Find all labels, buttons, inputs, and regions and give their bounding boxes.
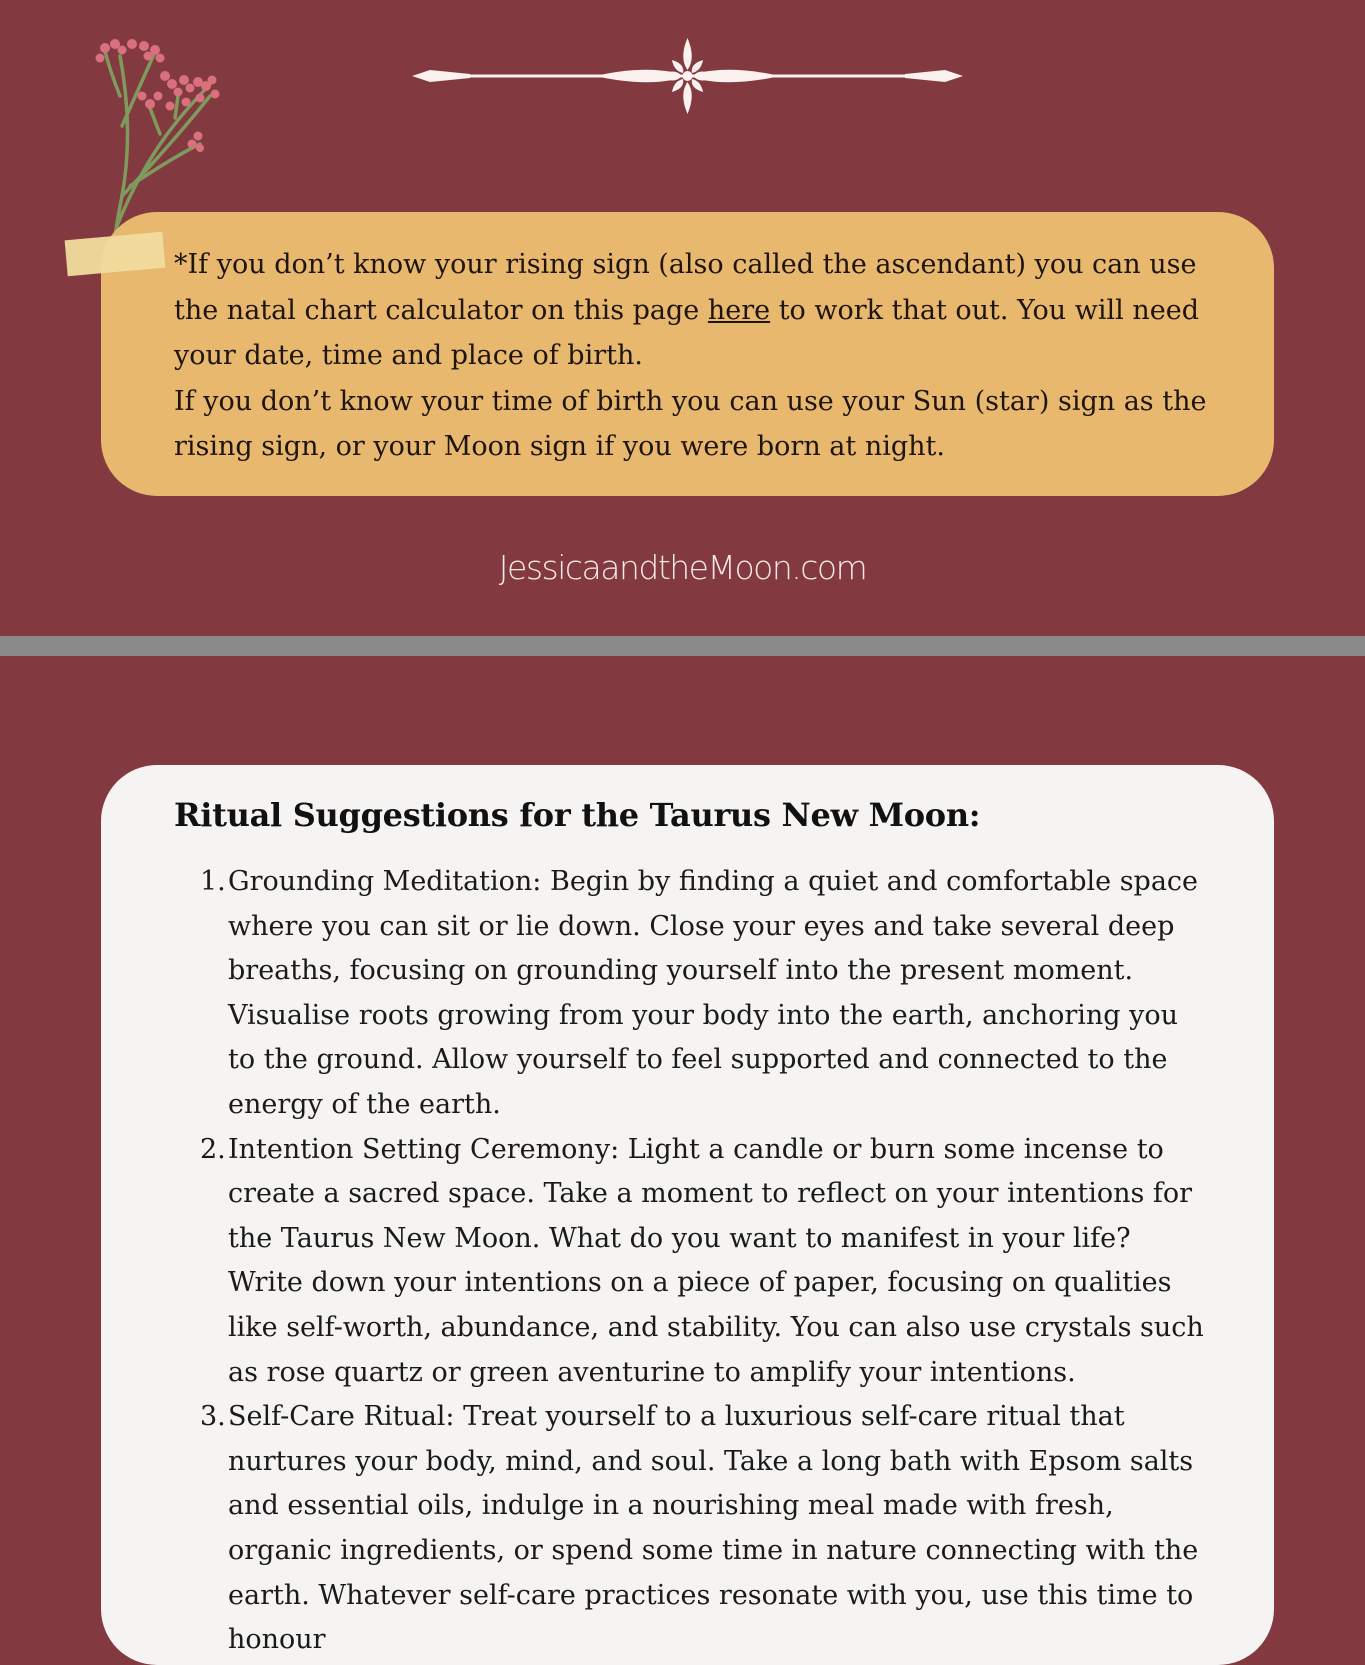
list-item	[190, 1128, 1205, 1396]
item-text: Intention Setting Ceremony: Light a candle or burn some incense to create a sacred space. Take a moment to reflect on your intentions for the Taurus New Moon. What do you want to manifest in your life? Write down your intentions on a piece of paper, focusing on qualities like self-worth, abundance, and stability. You can also use crystals such as rose quartz or green aventurine to amplify your intentions.	[228, 1133, 1204, 1388]
note-line1: *If you don’t know your rising sign (also called the ascendant) you can use the natal chart calculator on this page	[174, 249, 1197, 326]
list-item	[190, 860, 1205, 1128]
page-divider	[0, 636, 1365, 656]
item-number: 3.	[200, 1401, 226, 1433]
list-item	[190, 1395, 1205, 1663]
rituals-title: Ritual Suggestions for the Taurus New Moon:	[174, 796, 981, 834]
note-text	[174, 242, 1234, 470]
item-text: Grounding Meditation: Begin by finding a quiet and comfortable space where you can sit or lie down. Close your eyes and take several deep breaths, focusing on grounding yourself into the present moment. Visualise roots growing from your body into the earth, anchoring you to the ground. Allow yourself to feel supported and connected to the energy of the earth.	[228, 866, 1199, 1120]
item-text: Self-Care Ritual: Treat yourself to a luxurious self-care ritual that nurtures your body, mind, and soul. Take a long bath with Epsom salts and essential oils, indulge in a nourishing meal made with fresh, organic ingredients, or spend some time in nature connecting with the earth. Whatever self-care practices resonate with you, use this time to honour	[228, 1401, 1199, 1656]
note-line1-end: to work that out. You will need your date, time and place of birth.	[174, 294, 1199, 371]
item-number: 2.	[200, 1133, 226, 1165]
site-name: JessicaandtheMoon.com	[498, 548, 867, 587]
note-paragraph-2: If you don’t know your time of birth you can use your Sun (star) sign as the rising sign, or your Moon sign if you were born at night.	[174, 385, 1207, 462]
natal-chart-link[interactable]: here	[707, 294, 771, 326]
decorative-divider-icon	[410, 36, 965, 116]
rituals-list	[190, 860, 1205, 1663]
note-paragraph-1	[174, 242, 1234, 379]
item-number: 1.	[200, 866, 226, 897]
